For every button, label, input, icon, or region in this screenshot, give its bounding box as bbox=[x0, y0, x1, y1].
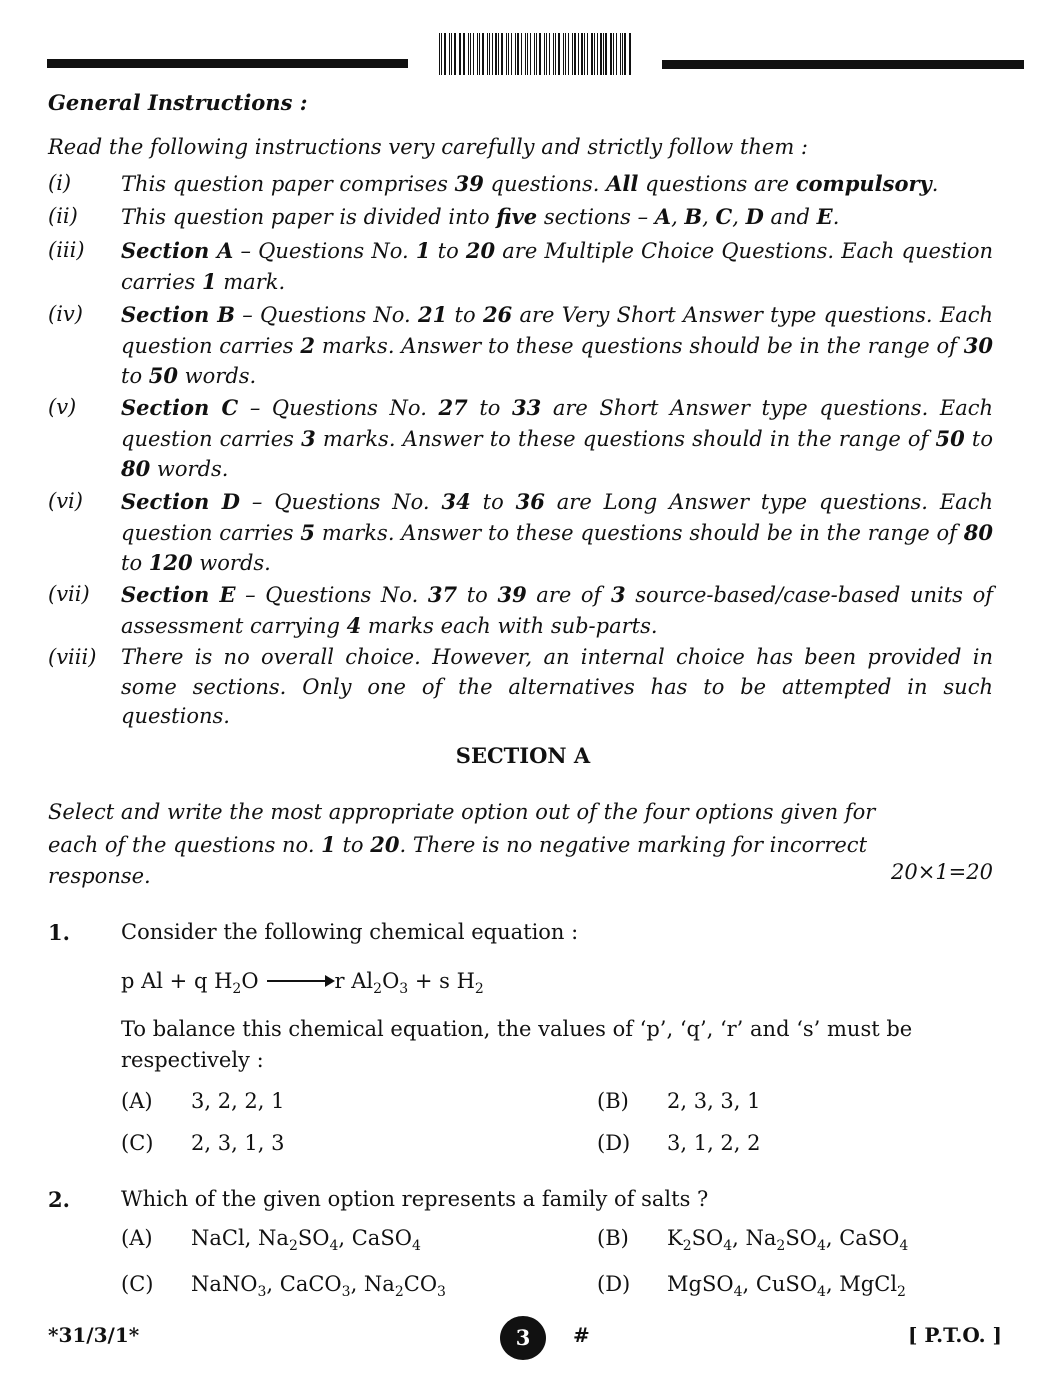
barcode-bar bbox=[451, 33, 452, 75]
barcode-bar bbox=[591, 33, 593, 75]
barcode-bar bbox=[492, 33, 493, 75]
text-run: This question paper comprises bbox=[121, 172, 455, 196]
option-value bbox=[191, 1089, 285, 1113]
instruction-number: (vi) bbox=[48, 489, 83, 513]
barcode-bar bbox=[581, 33, 582, 75]
question-2-option-d[interactable] bbox=[597, 1272, 906, 1300]
text-run: NaNO bbox=[191, 1272, 258, 1296]
question-2-number: 2. bbox=[48, 1187, 70, 1212]
instruction-text bbox=[121, 393, 993, 485]
bold-text: 2 bbox=[300, 332, 316, 358]
barcode-bar bbox=[473, 33, 474, 75]
text-run: sections – bbox=[537, 205, 655, 229]
bold-text: D bbox=[745, 204, 764, 229]
subscript: 3 bbox=[341, 1284, 351, 1300]
text-run: mark. bbox=[216, 269, 286, 294]
text-run: response. bbox=[48, 864, 151, 888]
instruction-number: (i) bbox=[48, 171, 72, 195]
instruction-number: (v) bbox=[48, 395, 77, 419]
subscript: 4 bbox=[817, 1284, 826, 1300]
section-a-intro bbox=[48, 797, 993, 893]
barcode-bar bbox=[594, 33, 595, 75]
option-label: (B) bbox=[597, 1226, 629, 1250]
option-value bbox=[191, 1272, 446, 1300]
text-run: – Questions No. bbox=[238, 396, 439, 420]
option-label: (A) bbox=[121, 1089, 153, 1113]
instruction-number: (iii) bbox=[48, 238, 85, 262]
text-run: to bbox=[457, 583, 498, 607]
text-run: words. bbox=[178, 364, 257, 388]
text-run: are Very Short Answer type questions. Each question carries bbox=[121, 303, 994, 358]
option-label: (D) bbox=[597, 1272, 631, 1296]
barcode bbox=[439, 33, 632, 75]
bold-text: 50 bbox=[935, 425, 965, 451]
barcode-bar bbox=[555, 33, 556, 75]
subscript: 2 bbox=[394, 1284, 404, 1300]
barcode-bar bbox=[534, 33, 535, 75]
instruction-item bbox=[48, 580, 993, 641]
text-run: O bbox=[241, 969, 259, 993]
barcode-bar bbox=[470, 33, 471, 75]
text-run: r Al bbox=[334, 969, 374, 993]
barcode-bar bbox=[468, 33, 469, 75]
paper-code: *31/3/1* bbox=[48, 1323, 140, 1347]
barcode-bar bbox=[605, 33, 606, 75]
barcode-bar bbox=[477, 33, 478, 75]
text-run: 2, 3, 1, 3 bbox=[191, 1131, 285, 1155]
text-run: MgSO bbox=[667, 1272, 734, 1296]
section-a-heading: SECTION A bbox=[455, 743, 591, 768]
subscript: 2 bbox=[897, 1284, 906, 1300]
text-run: . There is no negative marking for incorrect bbox=[399, 832, 868, 857]
barcode-bar bbox=[508, 33, 509, 75]
barcode-bar bbox=[553, 33, 554, 75]
subscript: 4 bbox=[723, 1238, 733, 1254]
text-run: marks. Answer to these questions should be in the range of bbox=[315, 333, 964, 358]
bold-text: 26 bbox=[482, 302, 513, 327]
text-run: , MgCl bbox=[825, 1272, 898, 1296]
reaction-arrow-icon bbox=[267, 980, 333, 982]
instruction-item bbox=[48, 393, 993, 485]
subscript: 2 bbox=[232, 981, 242, 997]
text-run: to bbox=[335, 832, 371, 857]
barcode-bar bbox=[506, 33, 507, 75]
text-run: to bbox=[447, 303, 483, 327]
bold-text: 1 bbox=[201, 268, 217, 294]
barcode-bar bbox=[527, 33, 528, 75]
subscript: 4 bbox=[899, 1238, 909, 1254]
intro-line bbox=[48, 797, 993, 829]
text-run: , bbox=[702, 205, 716, 229]
barcode-bar bbox=[600, 33, 601, 75]
barcode-bar bbox=[501, 33, 503, 75]
subscript: 4 bbox=[816, 1238, 826, 1254]
text-run: – Questions No. bbox=[234, 303, 419, 327]
text-run: – Questions No. bbox=[235, 583, 428, 607]
barcode-bar bbox=[549, 33, 550, 75]
bold-text: 3 bbox=[301, 425, 316, 451]
text-run: , CaSO bbox=[338, 1226, 412, 1250]
barcode-bar bbox=[620, 33, 621, 75]
text-run: NaCl, Na bbox=[191, 1226, 289, 1250]
question-1-stem: Consider the following chemical equation : bbox=[121, 920, 579, 944]
barcode-bar bbox=[572, 33, 573, 75]
text-run: questions. bbox=[483, 172, 607, 196]
text-run: 3, 2, 2, 1 bbox=[191, 1089, 285, 1113]
text-run: to bbox=[470, 490, 516, 514]
subscript: 2 bbox=[776, 1238, 786, 1254]
bold-text: 39 bbox=[497, 582, 527, 607]
bold-text: compulsory bbox=[795, 171, 932, 196]
question-1-option-d[interactable] bbox=[597, 1131, 761, 1155]
instructions-intro: Read the following instructions very carefully and strictly follow them : bbox=[48, 135, 808, 159]
bold-text: E bbox=[816, 204, 833, 229]
text-run: source-based/case-based units of assessment carrying bbox=[121, 583, 993, 638]
bold-text: 37 bbox=[427, 582, 458, 607]
question-1-option-a[interactable] bbox=[121, 1089, 285, 1113]
instruction-text bbox=[121, 169, 993, 200]
section-a-marks: 20×1=20 bbox=[891, 860, 993, 884]
subscript: 4 bbox=[411, 1238, 421, 1254]
subscript: 3 bbox=[399, 981, 409, 997]
text-run: to bbox=[121, 551, 149, 575]
instruction-item bbox=[48, 643, 993, 732]
subscript: 2 bbox=[288, 1238, 298, 1254]
subscript: 3 bbox=[437, 1284, 446, 1300]
barcode-bar bbox=[597, 33, 598, 75]
barcode-bar bbox=[565, 33, 566, 75]
text-run: . bbox=[832, 205, 840, 229]
instruction-item bbox=[48, 236, 993, 297]
instruction-text bbox=[121, 300, 993, 392]
text-run: marks. Answer to these questions should in the range of bbox=[315, 426, 936, 451]
bold-text: 80 bbox=[121, 456, 151, 481]
question-1-option-b[interactable] bbox=[597, 1089, 761, 1113]
text-run: , CaSO bbox=[825, 1226, 900, 1250]
question-2-stem: Which of the given option represents a family of salts ? bbox=[121, 1187, 709, 1211]
bold-text: 50 bbox=[148, 363, 178, 388]
text-run: – Questions No. bbox=[240, 490, 442, 514]
option-label: (C) bbox=[121, 1272, 154, 1296]
instruction-item bbox=[48, 487, 993, 579]
text-run: + s H bbox=[408, 969, 475, 993]
bold-text: 5 bbox=[300, 519, 316, 545]
bold-text: Section B bbox=[121, 302, 235, 327]
question-2-option-a[interactable] bbox=[121, 1226, 421, 1254]
barcode-bar bbox=[536, 33, 537, 75]
barcode-bar bbox=[624, 33, 625, 75]
instruction-number: (iv) bbox=[48, 302, 83, 326]
barcode-bar bbox=[563, 33, 564, 75]
instruction-text bbox=[121, 643, 993, 732]
intro-line bbox=[48, 861, 993, 893]
subscript: 2 bbox=[474, 981, 484, 997]
text-run: words. bbox=[150, 457, 229, 481]
question-2-option-b[interactable] bbox=[597, 1226, 909, 1254]
text-run: – Questions No. bbox=[233, 239, 416, 263]
instruction-text bbox=[121, 487, 993, 579]
text-run: O bbox=[382, 969, 400, 993]
bold-text: 34 bbox=[441, 489, 471, 514]
text-run: SO bbox=[691, 1226, 724, 1250]
bold-text: 36 bbox=[515, 489, 545, 514]
equation-rhs bbox=[334, 969, 484, 997]
text-run: 3, 1, 2, 2 bbox=[667, 1131, 761, 1155]
bold-text: Section E bbox=[121, 582, 236, 607]
bold-text: B bbox=[684, 204, 703, 229]
text-run: marks. Answer to these questions should be in the range of bbox=[315, 520, 964, 545]
option-value bbox=[667, 1131, 761, 1155]
barcode-bar bbox=[578, 33, 579, 75]
text-run: , Na bbox=[350, 1272, 395, 1296]
bold-text: Section C bbox=[121, 395, 239, 420]
barcode-bar bbox=[521, 33, 522, 75]
text-run: . bbox=[931, 172, 939, 196]
barcode-bar bbox=[444, 33, 446, 75]
text-run: 2, 3, 3, 1 bbox=[667, 1089, 761, 1113]
bold-text: 20 bbox=[370, 831, 400, 857]
barcode-bar bbox=[449, 33, 450, 75]
subscript: 2 bbox=[373, 981, 383, 997]
bold-text: 21 bbox=[418, 302, 448, 327]
option-value bbox=[667, 1089, 761, 1113]
question-1-prompt: To balance this chemical equation, the values of ‘p’, ‘q’, ‘r’ and ‘s’ must be respectively : bbox=[121, 1017, 913, 1072]
barcode-bar bbox=[574, 33, 576, 75]
barcode-bar bbox=[558, 33, 560, 75]
bold-text: 30 bbox=[963, 332, 993, 358]
barcode-bar bbox=[587, 33, 588, 75]
bold-text: 27 bbox=[438, 395, 468, 420]
bold-text: 33 bbox=[512, 395, 542, 420]
bold-text: 3 bbox=[610, 582, 626, 607]
bold-text: 120 bbox=[148, 550, 193, 575]
barcode-bar bbox=[546, 33, 547, 75]
question-1-equation bbox=[121, 969, 484, 997]
barcode-bar bbox=[622, 33, 623, 75]
hash-mark: # bbox=[573, 1323, 590, 1347]
text-run: There is no overall choice. However, an internal choice has been provided in some sections. Only one of the alternatives has to be attempted in such questions. bbox=[121, 645, 993, 728]
instruction-item bbox=[48, 300, 993, 392]
barcode-bar bbox=[441, 33, 442, 75]
instruction-text bbox=[121, 202, 993, 233]
question-2-option-c[interactable] bbox=[121, 1272, 446, 1300]
barcode-bar bbox=[439, 33, 440, 75]
text-run: words. bbox=[192, 551, 271, 575]
text-run: to bbox=[964, 426, 993, 451]
text-run: , bbox=[732, 205, 746, 229]
bold-text: 4 bbox=[346, 612, 362, 638]
barcode-bar bbox=[616, 33, 617, 75]
text-run: CO bbox=[403, 1272, 438, 1296]
text-run: K bbox=[667, 1226, 683, 1250]
text-run: are Long Answer type questions. Each question carries bbox=[121, 490, 993, 545]
barcode-bar bbox=[584, 33, 585, 75]
barcode-bar bbox=[603, 33, 604, 75]
instruction-item bbox=[48, 169, 993, 200]
instruction-text bbox=[121, 580, 993, 641]
barcode-bar bbox=[525, 33, 526, 75]
instruction-text bbox=[121, 236, 993, 297]
text-run: questions are bbox=[638, 172, 796, 196]
text-run: SO bbox=[785, 1226, 817, 1250]
instruction-number: (ii) bbox=[48, 204, 78, 228]
subscript: 4 bbox=[733, 1284, 743, 1300]
barcode-bar bbox=[568, 33, 569, 75]
text-run: are Short Answer type questions. Each question carries bbox=[121, 396, 993, 451]
bold-text: 1 bbox=[415, 238, 431, 263]
barcode-bar bbox=[459, 33, 460, 75]
intro-line bbox=[48, 829, 993, 862]
text-run: marks each with sub-parts. bbox=[361, 613, 658, 638]
subscript: 2 bbox=[682, 1238, 692, 1254]
option-value bbox=[667, 1272, 906, 1300]
bold-text: 1 bbox=[321, 831, 336, 857]
instruction-item bbox=[48, 202, 993, 233]
bold-text: 20 bbox=[465, 238, 496, 263]
barcode-bar bbox=[515, 33, 516, 75]
option-label: (C) bbox=[121, 1131, 154, 1155]
subscript: 3 bbox=[257, 1284, 267, 1300]
text-run: , Na bbox=[732, 1226, 777, 1250]
bold-text: five bbox=[496, 204, 538, 229]
barcode-bar bbox=[610, 33, 612, 75]
header-rule-left bbox=[47, 59, 408, 68]
instruction-number: (vii) bbox=[48, 582, 90, 606]
barcode-bar bbox=[511, 33, 512, 75]
option-value bbox=[667, 1226, 909, 1254]
option-label: (D) bbox=[597, 1131, 631, 1155]
text-run: This question paper is divided into bbox=[121, 205, 497, 229]
barcode-bar bbox=[482, 33, 484, 75]
instruction-number: (viii) bbox=[48, 645, 97, 669]
barcode-bar bbox=[629, 33, 631, 75]
bold-text: Section A bbox=[121, 238, 234, 263]
barcode-bar bbox=[479, 33, 480, 75]
text-run: are of bbox=[526, 583, 611, 607]
text-run: p Al + q H bbox=[121, 969, 233, 993]
page-number-badge: 3 bbox=[500, 1316, 546, 1360]
question-1-option-c[interactable] bbox=[121, 1131, 285, 1155]
bold-text: A bbox=[654, 204, 672, 229]
text-run: Select and write the most appropriate option out of the four options given for bbox=[48, 800, 876, 824]
text-run: to bbox=[430, 239, 466, 263]
text-run: to bbox=[467, 396, 512, 420]
barcode-bar bbox=[498, 33, 499, 75]
barcode-bar bbox=[489, 33, 490, 75]
bold-text: All bbox=[606, 171, 639, 196]
barcode-bar bbox=[463, 33, 465, 75]
pto-label: [ P.T.O. ] bbox=[907, 1323, 1002, 1347]
option-label: (A) bbox=[121, 1226, 153, 1250]
question-1-number: 1. bbox=[48, 920, 70, 945]
bold-text: Section D bbox=[121, 489, 241, 514]
text-run: and bbox=[763, 205, 817, 229]
text-run: , bbox=[671, 205, 685, 229]
option-value bbox=[191, 1131, 285, 1155]
text-run: SO bbox=[297, 1226, 330, 1250]
text-run: , CaCO bbox=[266, 1272, 342, 1296]
text-run: , CuSO bbox=[742, 1272, 818, 1296]
header-rule-right bbox=[662, 60, 1024, 69]
option-label: (B) bbox=[597, 1089, 629, 1113]
bold-text: 80 bbox=[963, 519, 993, 545]
barcode-bar bbox=[495, 33, 496, 75]
equation-lhs bbox=[121, 969, 259, 997]
barcode-bar bbox=[530, 33, 531, 75]
barcode-bar bbox=[517, 33, 519, 75]
subscript: 4 bbox=[329, 1238, 339, 1254]
barcode-bar bbox=[487, 33, 488, 75]
barcode-bar bbox=[454, 33, 455, 75]
bold-text: 39 bbox=[454, 171, 484, 196]
instructions-title: General Instructions : bbox=[48, 90, 308, 115]
barcode-bar bbox=[460, 33, 461, 75]
barcode-bar bbox=[539, 33, 541, 75]
option-value bbox=[191, 1226, 421, 1254]
barcode-bar bbox=[544, 33, 545, 75]
text-run: are Multiple Choice Questions. Each question carries bbox=[121, 239, 993, 294]
barcode-bar bbox=[613, 33, 614, 75]
text-run: each of the questions no. bbox=[48, 832, 322, 857]
bold-text: C bbox=[715, 204, 733, 229]
text-run: to bbox=[121, 364, 149, 388]
